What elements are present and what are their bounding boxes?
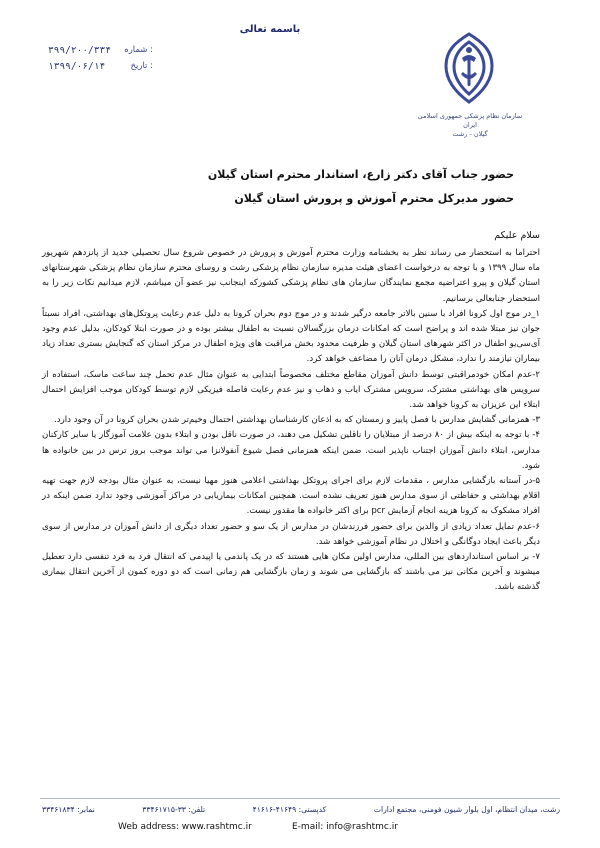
body-paragraph-3: ۳- همزمانی گشایش مدارس با فصل پاییز و زمستان که به اذعان کارشناسان بهداشتی احتمال وخیم‌تر شدن بحران کرونا در آن وجود دارد. [54, 415, 540, 426]
body-paragraph-intro: احتراما به استحضار می رساند نظر به بخشنامه وزارت محترم آموزش و پرورش در خصوص شروع سال تحصیلی جدید از پانزدهم شهریور ماه سال ۱۳۹۹ و با توجه به درخواست اعضای هیئت مدیره سازمان نظام پزشکی رشت و روسای محترم سازمان نظام پزشکی شهرستانهای استان گیلان و پیرو اعتراضیه مجمع نمایندگان سازمان های نظام پزشکی کشورکه اینجانب نیز عضو آن میباشم، لازم میدانیم نکات زیر را به استحضار جنابعالی برسانیم. [42, 248, 540, 304]
footer-postal-code: کدپستی: ۴۱۶۴۹-۴۱۶۱۶ [252, 805, 327, 814]
body-paragraph-7: ۷- بر اساس استانداردهای بین المللی، مدارس اولین مکان هایی هستند که در یک پاندمی یا اپیدمی که انتقال فرد به فرد تنفسی دارد تعطیل میشوند و آخرین مکانی نیز می باشند که بازگشایی می شوند و زمان بازگشایی هم زمانی است که دو دوره کمون از آخرین انتقال بیماری گذشته باشد. [42, 552, 540, 593]
letter-date-label: تاریخ : [130, 61, 153, 71]
addressee-line-2: حضور مدیرکل محترم آموزش و پرورش استان گیلان [234, 192, 514, 205]
footer-phone: تلفن: ۳۳-۳۳۴۶۱۷۱۵ [142, 805, 206, 814]
footer-contact-line [42, 805, 560, 814]
footer-address: رشت، میدان انتظام، اول بلوار شیون فومنی، مجتمع ادارات [373, 805, 560, 814]
salutation: سلام علیکم [494, 230, 540, 241]
logo-caption [410, 112, 530, 139]
letter-number-label: شماره : [124, 45, 153, 55]
footer-email[interactable]: E-mail: info@rashtmc.ir [292, 822, 398, 832]
letter-date: ۱۳۹۹/۰۶/۱۴ [48, 60, 106, 72]
letter-heading-bismillah: باسمه تعالی [239, 24, 301, 35]
letter-meta [48, 42, 153, 74]
footer-divider [40, 798, 560, 799]
body-paragraph-5: ۵-در آستانه بازگشایی مدارس ، مقدمات لازم برای اجرای پروتکل بهداشتی اعلامی هنوز مهیا نیست، به عنوان مثال بودجه لازم جهت تهیه اقلام بهداشتی و حفاظتی از سوی مدارس هنوز تعریف نشده است. همچنین امکانات بیماریابی در مراکز آموزشی وجود ندارد ضمن اینکه در افراد مشکوک به کرونا هزینه انجام آزمایش pcr برای اکثر خانواده ها مقدور نیست. [42, 476, 540, 517]
addressee-block [74, 168, 514, 216]
body-paragraph-4: ۴- با توجه به اینکه بیش از ۸۰ درصد از مبتلایان را ناقلین تشکیل می دهند، در صورت ناقل بودن و ابتلاء بدون علامت آموزگار یا سایر کارکنان مدارس، ابتلاء دانش آموزان اجتناب ناپذیر است. ضمن اینکه همزمانی فصل شیوع آنفولانزا می تواند موجب بروز ترس در بین خانواده ها شود. [42, 430, 540, 471]
letter-date-row [48, 58, 153, 74]
body-paragraph-6: ۶-عدم تمایل تعداد زیادی از والدین برای حضور فرزندشان در مدارس از یک سو و حضور تعداد دیگری از دانش آموزان در مدارس از سوی دیگر باعث ایجاد دوگانگی و اختلال در نظام آموزشی خواهد شد. [42, 521, 540, 547]
letter-number: ۳۹۹/۲۰۰/۳۳۴ [48, 44, 111, 56]
logo-caption-line1: سازمان نظام پزشکی جمهوری اسلامی ایران [417, 112, 523, 129]
footer-web-address[interactable]: Web address: www.rashtmc.ir [118, 822, 252, 832]
footer-fax: نمابر: ۳۳۴۶۱۸۳۴ [42, 805, 95, 814]
logo-caption-line2: گیلان - رشت [452, 130, 488, 138]
letter-number-row [48, 42, 153, 58]
body-paragraph-1: ۱_در موج اول کرونا افراد با سنین بالاتر جامعه درگیر شدند و در موج دوم بحران کرونا به دلیل عدم رعایت پروتکل‌های بهداشتی، افراد نسبتاً جوان نیز مبتلا شده اند و پراضح است که امکانات درمان بزرگسالان نسبت به اطفال بیشتر بوده و در صورت ابتلا کودکان، بدلیل عدم وجود آی‌سی‌یو اطفال در اکثر شهرهای استان گیلان و ظرفیت محدود بخش مراقبت های ویژه اطفال در مرکز استان که گنجایش بستری تعداد زیاد بیماران نیازمند را ندارد، مشکل درمان آنان را مضاعف خواهد کرد. [42, 308, 540, 365]
medical-council-logo [428, 28, 510, 110]
letter-body [42, 246, 540, 596]
addressee-line-1: حضور جناب آقای دکتر زارع، استاندار محترم استان گیلان [207, 168, 514, 181]
body-paragraph-2: ۲-عدم امکان خودمراقبتی توسط دانش آموزان مقاطع مختلف مخصوصاً ابتدایی به عنوان مثال عدم تحمل چند ساعت ماسک، استفاده از سرویس های بهداشتی مشترک، سرویس مشترک ایاب و ذهاب و نیز عدم رعایت فاصله فیزیکی لازم توسط کودکان موجب افزایش احتمال ابتلاء این عزیزان به کرونا خواهد شد. [42, 369, 540, 411]
